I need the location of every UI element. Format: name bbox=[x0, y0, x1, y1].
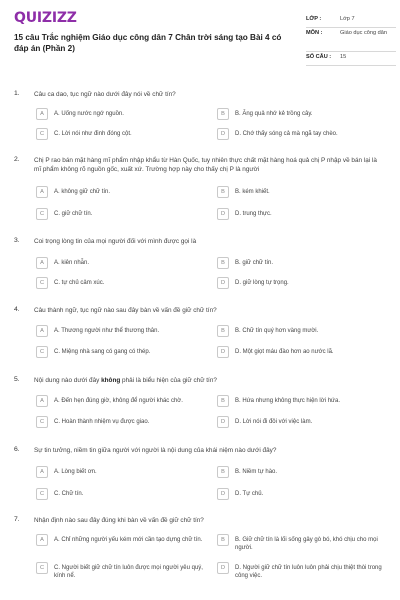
option-text: A. không giữ chữ tín. bbox=[54, 188, 111, 195]
meta-row-count bbox=[306, 52, 396, 66]
meta-value: Lớp 7 bbox=[340, 16, 355, 22]
question-5 bbox=[14, 376, 386, 432]
question-text: Coi trọng lòng tin của mọi người đối với mình được gọi là bbox=[34, 238, 197, 245]
meta-key: SỐ CÂU : bbox=[306, 54, 332, 60]
option-letter-box: A bbox=[36, 257, 48, 269]
option-letter-box: B bbox=[217, 257, 229, 269]
option-d[interactable] bbox=[217, 562, 387, 584]
option-c[interactable] bbox=[36, 208, 206, 222]
option-c[interactable] bbox=[36, 416, 206, 430]
meta-key: MÔN : bbox=[306, 30, 323, 36]
option-text: D. Lời nói đi đôi với việc làm. bbox=[235, 418, 313, 425]
header bbox=[14, 10, 388, 68]
page-title: 15 câu Trắc nghiệm Giáo dục công dân 7 Chân trời sáng tạo Bài 4 có đáp án (Phần 2) bbox=[14, 33, 282, 53]
question-number: 1. bbox=[14, 90, 20, 97]
option-text: B. Giữ chữ tín là lối sống gây gò bó, khó chịu cho mọi người. bbox=[235, 536, 378, 551]
option-c[interactable] bbox=[36, 562, 206, 584]
option-b[interactable] bbox=[217, 534, 387, 556]
option-c[interactable] bbox=[36, 277, 206, 291]
question-number: 7. bbox=[14, 516, 20, 523]
option-text: A. kiên nhẫn. bbox=[54, 259, 90, 266]
question-number: 6. bbox=[14, 446, 20, 453]
option-c[interactable] bbox=[36, 346, 206, 360]
option-letter-box: A bbox=[36, 186, 48, 198]
meta-value: 15 bbox=[340, 54, 347, 60]
option-letter-box: A bbox=[36, 108, 48, 120]
option-letter-box: B bbox=[217, 325, 229, 337]
option-a[interactable] bbox=[36, 395, 206, 409]
question-7 bbox=[14, 516, 386, 596]
option-d[interactable] bbox=[217, 346, 387, 360]
option-b[interactable] bbox=[217, 325, 387, 339]
option-text: C. giữ chữ tín. bbox=[54, 210, 93, 217]
question-3 bbox=[14, 237, 386, 293]
option-text: D. Người giữ chữ tín luôn luôn phải chịu thiệt thòi trong công việc. bbox=[235, 564, 382, 579]
option-text: A. Chỉ những người yếu kém mới cần tạo dựng chữ tín. bbox=[54, 536, 203, 543]
question-number: 2. bbox=[14, 156, 20, 163]
option-letter-box: A bbox=[36, 395, 48, 407]
option-text: A. Đến hẹn đúng giờ, không để người khác chờ. bbox=[54, 397, 183, 404]
question-text bbox=[34, 376, 384, 385]
option-d[interactable] bbox=[217, 488, 387, 502]
meta-row-class bbox=[306, 14, 396, 28]
option-text: B. kém khiết. bbox=[235, 188, 270, 195]
option-b[interactable] bbox=[217, 257, 387, 271]
option-text: C. tự chủ cảm xúc. bbox=[54, 279, 105, 286]
option-text: B. Niềm tự hào. bbox=[235, 468, 278, 475]
option-letter-box: B bbox=[217, 108, 229, 120]
question-text: Nhận định nào sau đây đúng khi bàn về vấn đề giữ chữ tín? bbox=[34, 517, 204, 524]
option-text: D. giữ lòng tự trọng. bbox=[235, 279, 289, 286]
option-text: D. trung thực. bbox=[235, 210, 272, 217]
option-text: C. Miệng nhà sang có gang có thép. bbox=[54, 348, 151, 355]
question-4 bbox=[14, 306, 386, 362]
option-d[interactable] bbox=[217, 128, 387, 142]
option-text: B. Ăng quả nhớ kẻ trồng cây. bbox=[235, 110, 313, 117]
option-text: A. Uống nước ngớ nguồn. bbox=[54, 110, 124, 117]
question-text: Câu ca dao, tục ngữ nào dưới đây nói về chữ tín? bbox=[34, 91, 176, 98]
option-text: C. Chữ tín. bbox=[54, 490, 84, 497]
option-letter-box: D bbox=[217, 346, 229, 358]
option-text: C. Hoàn thành nhiệm vụ được giao. bbox=[54, 418, 150, 425]
option-letter-box: B bbox=[217, 534, 229, 546]
option-letter-box: C bbox=[36, 277, 48, 289]
option-a[interactable] bbox=[36, 257, 206, 271]
option-a[interactable] bbox=[36, 325, 206, 339]
option-letter-box: D bbox=[217, 488, 229, 500]
option-text: B. Hứa nhưng không thực hiện lời hứa. bbox=[235, 397, 341, 404]
option-letter-box: C bbox=[36, 416, 48, 428]
meta-value: Giáo dục công dân bbox=[340, 30, 387, 36]
option-d[interactable] bbox=[217, 277, 387, 291]
option-a[interactable] bbox=[36, 186, 206, 200]
option-d[interactable] bbox=[217, 416, 387, 430]
question-text-part: phải là biểu hiện của giữ chữ tín? bbox=[120, 377, 217, 384]
option-letter-box: C bbox=[36, 346, 48, 358]
option-letter-box: D bbox=[217, 128, 229, 140]
option-text: C. Người biết giữ chữ tín luôn được mọi người yêu quý, kính nể. bbox=[54, 564, 203, 579]
option-letter-box: B bbox=[217, 466, 229, 478]
option-b[interactable] bbox=[217, 186, 387, 200]
option-b[interactable] bbox=[217, 466, 387, 480]
meta-table bbox=[306, 14, 396, 66]
quizizz-logo: QUIZIZZ bbox=[14, 10, 77, 26]
question-text: Câu thành ngữ, tục ngữ nào sau đây bàn về vấn đề giữ chữ tín? bbox=[34, 307, 217, 314]
option-c[interactable] bbox=[36, 488, 206, 502]
option-text: D. Chớ thấy sóng cả mà ngã tay chèo. bbox=[235, 130, 338, 137]
option-c[interactable] bbox=[36, 128, 206, 142]
question-text-part: Nội dung nào dưới đây bbox=[34, 377, 102, 384]
option-text: C. Lời nói như đinh đóng cột. bbox=[54, 130, 132, 137]
option-letter-box: A bbox=[36, 466, 48, 478]
option-letter-box: C bbox=[36, 128, 48, 140]
option-d[interactable] bbox=[217, 208, 387, 222]
option-text: B. Chữ tín quý hơn vàng mười. bbox=[235, 327, 319, 334]
option-a[interactable] bbox=[36, 534, 206, 556]
option-b[interactable] bbox=[217, 395, 387, 409]
question-text-emphasis: không bbox=[101, 377, 121, 384]
option-letter-box: D bbox=[217, 277, 229, 289]
option-letter-box: B bbox=[217, 186, 229, 198]
option-text: A. Lòng biết ơn. bbox=[54, 468, 97, 475]
option-letter-box: B bbox=[217, 395, 229, 407]
option-letter-box: A bbox=[36, 534, 48, 546]
option-letter-box: D bbox=[217, 562, 229, 574]
question-text: Sự tin tưởng, niềm tin giữa người với người là nội dung của khái niệm nào dưới đây? bbox=[34, 447, 277, 454]
question-number: 3. bbox=[14, 237, 20, 244]
meta-key: LỚP : bbox=[306, 16, 322, 22]
question-6 bbox=[14, 446, 386, 502]
option-b[interactable] bbox=[217, 108, 387, 122]
question-1 bbox=[14, 90, 386, 146]
option-letter-box: D bbox=[217, 208, 229, 220]
option-text: B. giữ chữ tín. bbox=[235, 259, 274, 266]
option-text: A. Thương người như thể thương thân. bbox=[54, 327, 160, 334]
question-number: 5. bbox=[14, 376, 20, 383]
option-letter-box: A bbox=[36, 325, 48, 337]
option-letter-box: D bbox=[217, 416, 229, 428]
option-letter-box: C bbox=[36, 562, 48, 574]
option-text: D. Một giọt máu đào hơn ao nước lã. bbox=[235, 348, 334, 355]
question-text: Chị P rao bán mặt hàng mĩ phẩm nhập khẩu từ Hàn Quốc, tuy nhiên thực chất mặt hàng hoá quả chị P nhập về bán lại là mĩ phẩm không rõ nguồn gốc, xuất xứ. Trường hợp này cho thấy chị P là người bbox=[34, 157, 377, 173]
option-letter-box: C bbox=[36, 488, 48, 500]
question-2 bbox=[14, 156, 386, 226]
option-a[interactable] bbox=[36, 466, 206, 480]
option-text: D. Tự chủ. bbox=[235, 490, 264, 497]
option-a[interactable] bbox=[36, 108, 206, 122]
meta-row-subject bbox=[306, 28, 396, 52]
option-letter-box: C bbox=[36, 208, 48, 220]
question-number: 4. bbox=[14, 306, 20, 313]
